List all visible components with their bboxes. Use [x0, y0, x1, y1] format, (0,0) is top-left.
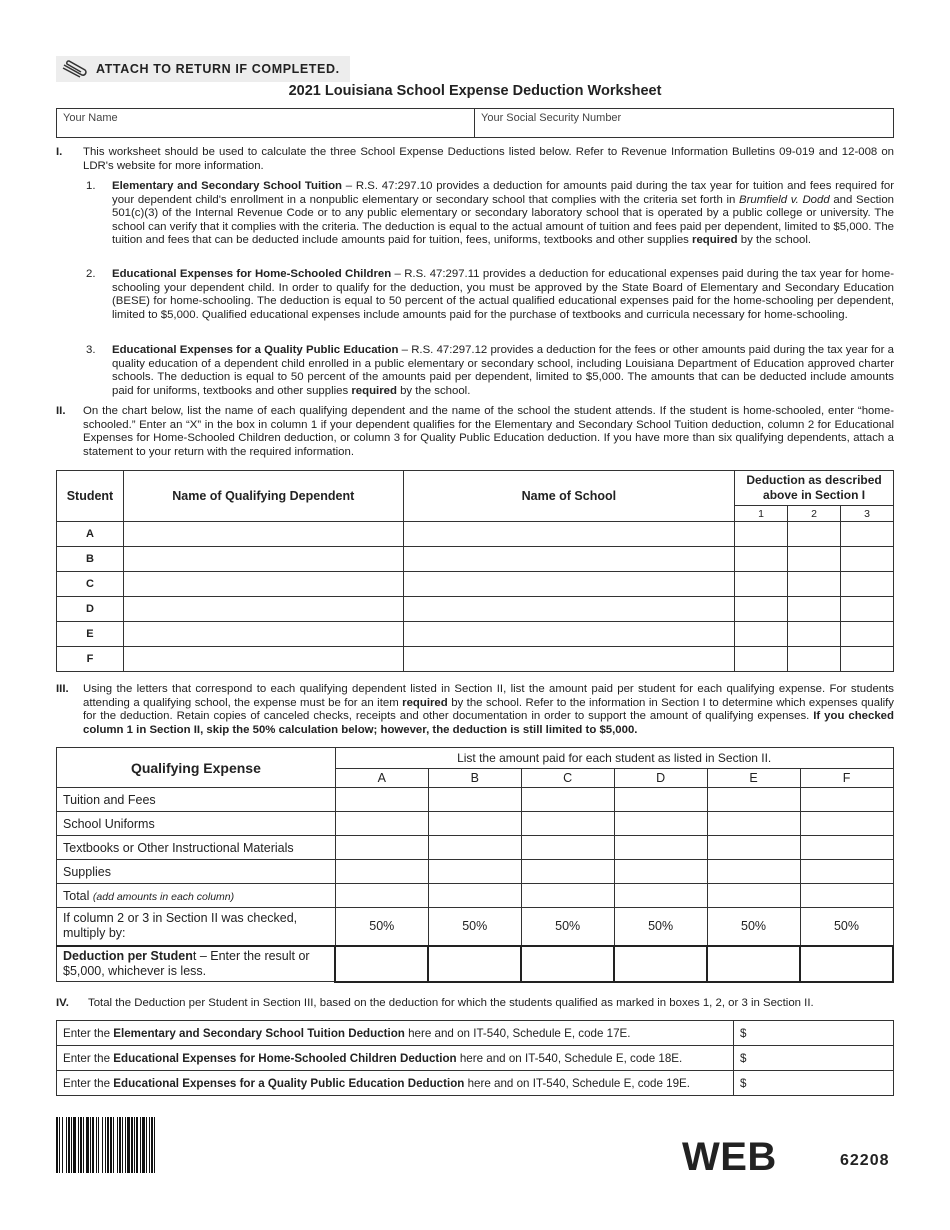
percent-cell: 50% — [800, 908, 893, 946]
percent-cell: 50% — [335, 908, 428, 946]
section-3-body-b: by the school. Refer to the information in Section I to determine which expenses qualify for the deduction. Retain copies of canceled checks, receipts and other documentation in order to support the amount of qualifying expenses. — [83, 696, 895, 723]
student-letter: C — [57, 572, 124, 597]
table-row — [57, 647, 894, 672]
tuition-deduction-amount[interactable] — [734, 1021, 894, 1046]
table-row — [57, 908, 894, 946]
form-number: 62208 — [840, 1152, 890, 1169]
col-d-header: D — [614, 769, 707, 788]
deduction-cell[interactable] — [335, 946, 428, 982]
table-row — [57, 884, 894, 908]
public-education-deduction-label — [57, 1071, 734, 1096]
paperclip-icon — [60, 59, 90, 79]
dependents-table — [56, 470, 894, 672]
deduction-cell[interactable] — [614, 946, 707, 982]
barcode-bar — [113, 1117, 114, 1173]
check-col-2[interactable] — [788, 597, 841, 622]
section-3-numeral: III. — [56, 683, 69, 695]
dollar-sign: $ — [740, 1051, 747, 1065]
amount-cell[interactable] — [521, 812, 614, 836]
school-name-cell[interactable] — [403, 622, 735, 647]
item-1-body-b: and Section 501(c)(3) of the Internal Revenue Code or to any public elementary or secondary laboratory school that is operated by a public college or university. The school can verify that it complies with the criteria. The deduction is equal to the actual amount of tuition and fees paid per dependent, limited to $5,000. The tuition and fees that can be deducted include amounts paid for tuition, fees, uniforms, textbooks and other supplies — [112, 193, 895, 247]
dependent-header: Name of Qualifying Dependent — [123, 471, 403, 522]
table-row — [57, 1021, 894, 1046]
total-note: (add amounts in each column) — [92, 890, 235, 903]
amount-cell[interactable] — [521, 788, 614, 812]
barcode-bar — [66, 1117, 67, 1173]
col-1-header: 1 — [735, 506, 788, 522]
barcode-bar — [142, 1117, 145, 1173]
barcode-bar — [149, 1117, 150, 1173]
barcode-bar — [80, 1117, 82, 1173]
deduction-cell[interactable] — [800, 946, 893, 982]
line-prefix: Enter the — [63, 1026, 114, 1040]
dollar-sign: $ — [740, 1026, 747, 1040]
web-label: WEB — [682, 1135, 777, 1179]
barcode-bar — [78, 1117, 79, 1173]
barcode-bar — [59, 1117, 60, 1173]
barcode-bar — [68, 1117, 70, 1173]
line-bold: Elementary and Secondary School Tuition Deduction — [113, 1026, 405, 1040]
amount-cell[interactable] — [707, 788, 800, 812]
amount-cell[interactable] — [335, 860, 428, 884]
percent-cell: 50% — [428, 908, 521, 946]
school-name-cell[interactable] — [403, 597, 735, 622]
table-row — [57, 572, 894, 597]
barcode-bar — [122, 1117, 123, 1173]
amount-cell[interactable] — [800, 788, 893, 812]
check-col-3[interactable] — [841, 547, 894, 572]
your-name-field[interactable] — [57, 109, 475, 137]
col-2-header: 2 — [788, 506, 841, 522]
amount-cell[interactable] — [521, 884, 614, 908]
barcode-bar — [119, 1117, 121, 1173]
amount-cell[interactable] — [335, 812, 428, 836]
col-f-header: F — [800, 769, 893, 788]
check-col-1[interactable] — [735, 647, 788, 672]
attach-banner — [56, 56, 350, 82]
public-education-deduction-amount[interactable] — [734, 1071, 894, 1096]
barcode-bar — [92, 1117, 94, 1173]
item-3-title: Educational Expenses for a Quality Public Education — [112, 344, 399, 356]
amount-header: List the amount paid for each student as listed in Section II. — [335, 748, 893, 769]
table-row — [57, 812, 894, 836]
taxpayer-info-box — [56, 108, 894, 138]
school-name-cell[interactable] — [403, 647, 735, 672]
barcode-bar — [110, 1117, 112, 1173]
check-col-1[interactable] — [735, 547, 788, 572]
school-name-cell[interactable] — [403, 547, 735, 572]
amount-cell[interactable] — [614, 812, 707, 836]
col-e-header: E — [707, 769, 800, 788]
item-2-title: Educational Expenses for Home-Schooled Children — [112, 268, 392, 280]
barcode-bar — [86, 1117, 89, 1173]
deduction-per-student-bold: Deduction per Studen — [63, 948, 193, 963]
barcode-icon — [56, 1117, 230, 1173]
school-name-cell[interactable] — [403, 572, 735, 597]
amount-cell[interactable] — [614, 836, 707, 860]
dependent-name-cell[interactable] — [123, 647, 403, 672]
barcode-bar — [62, 1117, 63, 1173]
check-col-2[interactable] — [788, 522, 841, 547]
your-name-label: Your Name — [63, 112, 118, 124]
amount-cell[interactable] — [428, 788, 521, 812]
item-1-number: 1. — [86, 180, 96, 192]
section-1-numeral: I. — [56, 146, 63, 158]
school-name-cell[interactable] — [403, 522, 735, 547]
line-suffix: here and on IT-540, Schedule E, code 19E. — [464, 1076, 690, 1090]
item-1-body-c: by the school. — [737, 234, 812, 247]
barcode-bar — [125, 1117, 126, 1173]
barcode-bar — [107, 1117, 109, 1173]
deduction-per-student-rest: t – Enter the result or $5,000, whichever is less. — [63, 948, 310, 978]
deduction-cell[interactable] — [707, 946, 800, 982]
check-col-3[interactable] — [841, 622, 894, 647]
barcode-bar — [102, 1117, 103, 1173]
item-1-title: Elementary and Secondary School Tuition — [112, 180, 343, 192]
amount-cell[interactable] — [521, 860, 614, 884]
multiply-label: If column 2 or 3 in Section II was checked, multiply by: — [57, 908, 336, 946]
check-col-1[interactable] — [735, 597, 788, 622]
uniforms-label: School Uniforms — [57, 812, 336, 836]
barcode-bar — [127, 1117, 130, 1173]
amount-cell[interactable] — [707, 884, 800, 908]
totals-table — [56, 1020, 894, 1096]
dollar-sign: $ — [740, 1076, 747, 1090]
table-row — [57, 946, 894, 982]
check-col-2[interactable] — [788, 547, 841, 572]
student-letter: F — [57, 647, 124, 672]
amount-cell[interactable] — [707, 836, 800, 860]
home-school-deduction-amount[interactable] — [734, 1046, 894, 1071]
col-a-header: A — [335, 769, 428, 788]
check-col-3[interactable] — [841, 522, 894, 547]
amount-cell[interactable] — [800, 884, 893, 908]
table-row — [57, 1046, 894, 1071]
barcode-bar — [154, 1117, 155, 1173]
student-letter: B — [57, 547, 124, 572]
check-col-2[interactable] — [788, 647, 841, 672]
amount-cell[interactable] — [800, 812, 893, 836]
barcode-bar — [83, 1117, 84, 1173]
expenses-table — [56, 747, 894, 983]
amount-cell[interactable] — [614, 860, 707, 884]
amount-cell[interactable] — [335, 788, 428, 812]
supplies-label: Supplies — [57, 860, 336, 884]
item-3-required: required — [351, 384, 397, 397]
percent-cell: 50% — [614, 908, 707, 946]
col-c-header: C — [521, 769, 614, 788]
amount-cell[interactable] — [428, 860, 521, 884]
dependent-name-cell[interactable] — [123, 622, 403, 647]
table-row — [57, 860, 894, 884]
student-header: Student — [57, 471, 124, 522]
amount-cell[interactable] — [614, 788, 707, 812]
barcode-bar — [140, 1117, 141, 1173]
line-bold: Educational Expenses for Home-Schooled Children Deduction — [113, 1051, 457, 1065]
section-3-bold-note: If you checked column 1 in Section II, skip the 50% calculation below; however, the deduction is still limited to $5,000. — [83, 710, 894, 736]
check-col-3[interactable] — [841, 597, 894, 622]
section-2-text: On the chart below, list the name of each qualifying dependent and the name of the school the student attends. If the student is home-schooled, enter “home-schooled.” Enter an “X” in the box in column 1 if your dependent qualifies for the Elementary and Secondary School Tuition deduction, column 2 for Educational Expenses for Home-Schooled Children deduction, or column 3 for Quality Public Education deduction. If you have more than six qualifying dependents, attach a statement to your return with the required information. — [83, 405, 894, 458]
item-1-body-a: – R.S. 47:297.10 provides a deduction for amounts paid during the tax year for tuition and fees required for your dependent child's enrollment in a nonpublic elementary or secondary school that complies with the criteria set forth in — [112, 180, 894, 206]
item-1-text — [112, 180, 894, 248]
item-3-body-c: by the school. — [396, 384, 471, 397]
item-2-text — [112, 268, 894, 322]
textbooks-label: Textbooks or Other Instructional Materials — [57, 836, 336, 860]
student-letter: A — [57, 522, 124, 547]
col-3-header: 3 — [841, 506, 894, 522]
line-suffix: here and on IT-540, Schedule E, code 17E. — [404, 1026, 631, 1040]
dependent-name-cell[interactable] — [123, 522, 403, 547]
amount-cell[interactable] — [800, 860, 893, 884]
section-3-body-a: Using the letters that correspond to each qualifying dependent listed in Section II, list the amount paid per student for each qualifying expense. For students attending a qualifying school, the expense must be for an item — [83, 683, 894, 709]
line-prefix: Enter the — [63, 1051, 114, 1065]
barcode-bar — [146, 1117, 147, 1173]
deduction-header: Deduction as described above in Section I — [735, 471, 894, 506]
page-title: 2021 Louisiana School Expense Deduction Worksheet — [288, 83, 662, 99]
check-col-1[interactable] — [735, 572, 788, 597]
check-col-2[interactable] — [788, 622, 841, 647]
item-3-number: 3. — [86, 344, 96, 356]
section-4-numeral: IV. — [56, 997, 69, 1009]
section-2-numeral: II. — [56, 405, 66, 417]
barcode-bar — [56, 1117, 58, 1173]
percent-cell: 50% — [521, 908, 614, 946]
section-4-text: Total the Deduction per Student in Section III, based on the deduction for which the students qualified as marked in boxes 1, 2, or 3 in Section II. — [88, 997, 814, 1009]
dependent-name-cell[interactable] — [123, 597, 403, 622]
item-3-body-a: – R.S. 47:297.12 provides a deduction for the fees or other amounts paid during the tax year for a quality education of a dependent child enrolled in a public elementary or secondary school, including Louisiana Department of Education approved charter schools. The deduction is equal to 50 percent of the amounts paid per dependent, limited to $5,000. The amounts that can be deducted include amounts paid for uniforms, textbooks and other supplies — [112, 344, 894, 397]
attach-label: ATTACH TO RETURN IF COMPLETED. — [96, 62, 340, 76]
amount-cell[interactable] — [335, 884, 428, 908]
table-row — [57, 836, 894, 860]
amount-cell[interactable] — [521, 836, 614, 860]
amount-cell[interactable] — [428, 812, 521, 836]
total-text: Total — [63, 888, 90, 903]
table-row — [57, 788, 894, 812]
amount-cell[interactable] — [428, 836, 521, 860]
col-b-header: B — [428, 769, 521, 788]
table-row — [57, 547, 894, 572]
deduction-per-student-label — [57, 946, 336, 982]
section-1-intro: This worksheet should be used to calculate the three School Expense Deductions listed below. Refer to Revenue Information Bulletins 09-019 and 12-008 on LDR's website for more information. — [83, 146, 894, 172]
student-letter: D — [57, 597, 124, 622]
check-col-2[interactable] — [788, 572, 841, 597]
barcode-bar — [131, 1117, 133, 1173]
deduction-cell[interactable] — [428, 946, 521, 982]
barcode-bar — [151, 1117, 153, 1173]
amount-cell[interactable] — [614, 884, 707, 908]
student-letter: E — [57, 622, 124, 647]
amount-cell[interactable] — [335, 836, 428, 860]
school-header: Name of School — [403, 471, 735, 522]
table-row — [57, 1071, 894, 1096]
dependent-name-cell[interactable] — [123, 572, 403, 597]
item-2-number: 2. — [86, 268, 96, 280]
deduction-cell[interactable] — [521, 946, 614, 982]
check-col-3[interactable] — [841, 572, 894, 597]
ssn-label: Your Social Security Number — [481, 112, 622, 124]
dependent-name-cell[interactable] — [123, 547, 403, 572]
barcode-bar — [105, 1117, 106, 1173]
barcode-bar — [73, 1117, 76, 1173]
section-3-required: required — [402, 696, 448, 709]
ssn-field[interactable] — [475, 109, 627, 137]
amount-cell[interactable] — [428, 884, 521, 908]
item-1-case: Brumfield v. Dodd — [739, 193, 830, 206]
line-prefix: Enter the — [63, 1076, 114, 1090]
barcode-bar — [98, 1117, 99, 1173]
item-3-text — [112, 344, 894, 398]
section-3-text — [83, 683, 894, 737]
line-suffix: here and on IT-540, Schedule E, code 18E. — [456, 1051, 683, 1065]
table-row — [57, 597, 894, 622]
barcode-bar — [117, 1117, 118, 1173]
check-col-1[interactable] — [735, 622, 788, 647]
amount-cell[interactable] — [707, 860, 800, 884]
home-school-deduction-label — [57, 1046, 734, 1071]
barcode-bar — [71, 1117, 72, 1173]
amount-cell[interactable] — [800, 836, 893, 860]
expense-header: Qualifying Expense — [57, 748, 336, 788]
percent-cell: 50% — [707, 908, 800, 946]
table-row — [57, 622, 894, 647]
barcode-bar — [134, 1117, 135, 1173]
item-2-body-a: – R.S. 47:297.11 provides a deduction for educational expenses paid during the tax year for home-schooling your dependent child. In order to qualify for the deduction, you must be approved by the State Board of Elementary and Secondary Education (BESE) for home-schooling. The deduction is equal to 50 percent of the actual qualified educational expenses paid for the home-schooling per dependent, limited to $5,000. Qualified educational expenses include amounts paid for the purchase of textbooks and curricula necessary for home-schooling. — [112, 268, 894, 321]
barcode-bar — [136, 1117, 138, 1173]
barcode-bar — [96, 1117, 97, 1173]
total-label — [57, 884, 336, 908]
amount-cell[interactable] — [707, 812, 800, 836]
table-row — [57, 522, 894, 547]
tuition-label: Tuition and Fees — [57, 788, 336, 812]
check-col-1[interactable] — [735, 522, 788, 547]
item-1-required: required — [692, 234, 738, 247]
tuition-deduction-label — [57, 1021, 734, 1046]
check-col-3[interactable] — [841, 647, 894, 672]
barcode-bar — [90, 1117, 91, 1173]
line-bold: Educational Expenses for a Quality Public Education Deduction — [113, 1076, 465, 1090]
